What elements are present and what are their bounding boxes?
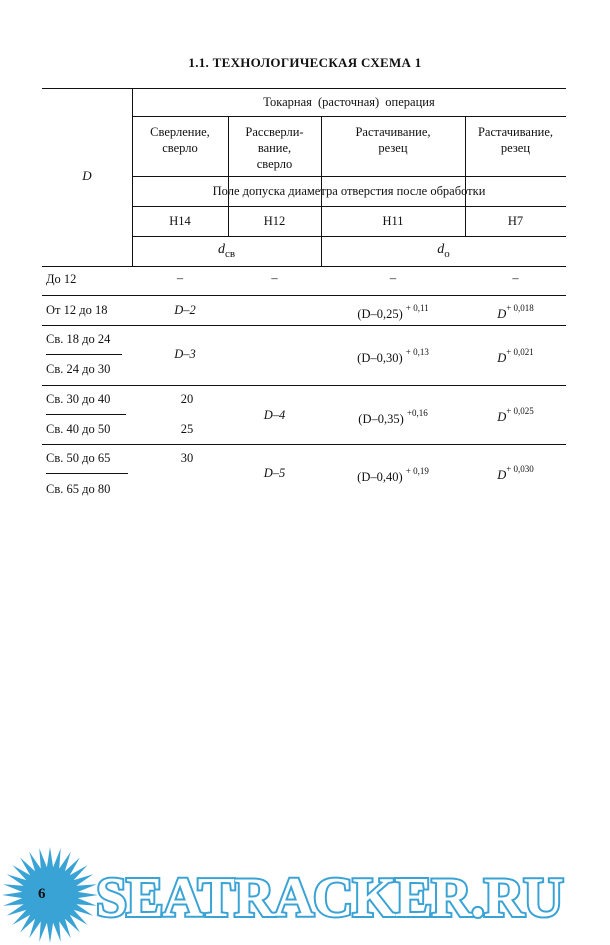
cell-r4-c4: $D^{+ 0,030}$ bbox=[497, 464, 534, 483]
cell-r3-c1-a: 20 bbox=[180, 392, 194, 406]
rule-header-bottom bbox=[42, 266, 566, 267]
cell-r2-c3: (D–0,30) $^{+ 0,13}$ bbox=[357, 347, 429, 366]
column-header-reaming: Рассверли- вание, сверло bbox=[245, 125, 304, 171]
cell-r3-c2: D–4 bbox=[263, 408, 286, 422]
rule-sub-30-40 bbox=[46, 414, 126, 415]
page-number: 6 bbox=[38, 886, 46, 902]
cell-r0-c4: – bbox=[512, 271, 519, 285]
rule-under-operation bbox=[132, 116, 566, 117]
cell-r3-c1-b: 25 bbox=[180, 422, 194, 436]
tolerance-h12: Н12 bbox=[263, 214, 286, 228]
rule-under-tolerances bbox=[132, 236, 566, 237]
rule-row-4 bbox=[42, 444, 566, 445]
cell-r1-c3: (D–0,25) $^{+ 0,11}$ bbox=[357, 303, 429, 322]
cell-r4-c3: (D–0,40) $^{+ 0,19}$ bbox=[357, 466, 429, 485]
rule-under-tools bbox=[132, 176, 566, 177]
row-label-18-24: Св. 18 до 24 bbox=[46, 332, 111, 346]
symbol-d-o: $d_о$ bbox=[437, 242, 450, 260]
cell-r0-c1: – bbox=[176, 271, 184, 285]
rule-sub-50-65 bbox=[46, 473, 128, 474]
vrule-d-column bbox=[132, 88, 133, 266]
tolerance-header: Поле допуска диаметра отверстия после обработки bbox=[212, 184, 486, 198]
cell-r3-c3: (D–0,35) $^{+0,16}$ bbox=[358, 408, 428, 427]
cell-r4-c2: D–5 bbox=[263, 466, 286, 480]
tolerance-h14: Н14 bbox=[169, 214, 191, 228]
cell-r1-c1: D–2 bbox=[174, 303, 196, 317]
column-header-boring-1: Растачивание, резец bbox=[355, 125, 431, 155]
rule-under-tolerance-header bbox=[132, 206, 566, 207]
column-header-drilling: Сверление, сверло bbox=[150, 125, 210, 155]
row-header-d: D bbox=[82, 168, 92, 183]
row-label-40-50: Св. 40 до 50 bbox=[46, 422, 111, 436]
cell-r2-c1: D–3 bbox=[174, 347, 196, 361]
page-title: 1.1. ТЕХНОЛОГИЧЕСКАЯ СХЕМА 1 bbox=[188, 55, 422, 70]
table-top-rule bbox=[42, 88, 566, 89]
rule-row-1 bbox=[42, 295, 566, 296]
rule-row-3 bbox=[42, 385, 566, 386]
rule-sub-18-24 bbox=[46, 354, 122, 355]
tolerance-h7: Н7 bbox=[507, 214, 524, 228]
row-label-30-40: Св. 30 до 40 bbox=[46, 392, 111, 406]
row-label-50-65: Св. 50 до 65 bbox=[46, 451, 111, 465]
cell-r4-c1: 30 bbox=[180, 451, 194, 465]
rule-row-2 bbox=[42, 325, 566, 326]
row-label-up-to-12: До 12 bbox=[46, 272, 77, 286]
operation-header: Токарная (расточная) операция bbox=[263, 95, 435, 109]
row-label-24-30: Св. 24 до 30 bbox=[46, 362, 111, 376]
cell-r0-c3: – bbox=[389, 271, 397, 285]
row-label-65-80: Св. 65 до 80 bbox=[46, 482, 111, 496]
cell-r3-c4: $D^{+ 0,025}$ bbox=[497, 406, 534, 425]
cell-r1-c4: $D^{+ 0,018}$ bbox=[497, 303, 534, 322]
watermark-text: SEATRACKER.RU bbox=[96, 867, 563, 929]
row-label-12-18: От 12 до 18 bbox=[46, 303, 108, 317]
cell-r2-c4: $D^{+ 0,021}$ bbox=[497, 347, 534, 366]
column-header-boring-2: Растачивание, резец bbox=[477, 125, 554, 155]
cell-r0-c2: – bbox=[271, 271, 278, 285]
symbol-d-sv: $d_{св}$ bbox=[217, 242, 236, 260]
tolerance-h11: Н11 bbox=[382, 214, 404, 228]
watermark-sunburst-icon bbox=[0, 845, 100, 945]
